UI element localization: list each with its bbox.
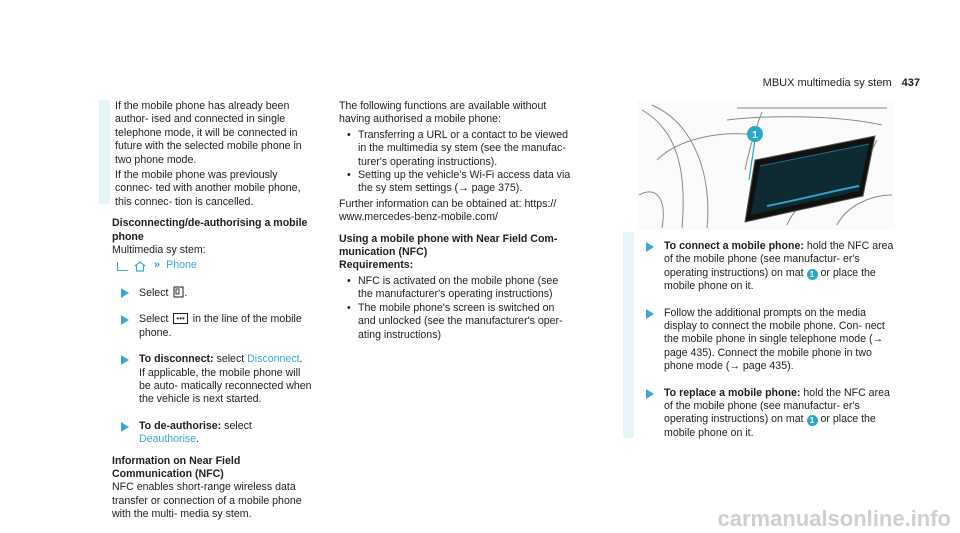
- callout-number: 1: [807, 415, 818, 426]
- step-text: Select: [139, 286, 169, 299]
- list-item: • Setting up the vehicle's Wi-Fi access data via the sy stem settings (→ page 375).: [339, 169, 574, 196]
- functions-list: [339, 129, 574, 196]
- step-arrow-icon: [646, 389, 654, 399]
- step-text: Follow the additional prompts on the media display to connect the mobile phone. Con‐ nect the mobile phone in single telephone mode (→ page 435). Connect the mobile phone in two phone mode (→ page 435).: [664, 306, 885, 373]
- section-heading: Using a mobile phone with Near Field Com‐ munication (NFC): [339, 232, 558, 259]
- step-text-end: in the line of the mobile phone.: [139, 313, 302, 339]
- phone-devices-icon: [173, 286, 184, 298]
- step-arrow-icon: [646, 309, 654, 319]
- step-label: To disconnect:: [139, 353, 214, 366]
- step-arrow-icon: [121, 315, 129, 325]
- step-arrow-icon: [121, 422, 129, 432]
- nfc-paragraph: NFC enables short-range wireless data transfer or connection of a mobile phone with the multi‐ media sy stem.: [112, 481, 302, 521]
- page-number: 437: [901, 77, 920, 89]
- column-3: [637, 240, 899, 440]
- step-item: [112, 420, 312, 447]
- step-item: [637, 307, 899, 374]
- highlight-bar: [99, 100, 110, 204]
- requirements-label: Requirements:: [339, 259, 414, 272]
- disconnect-link[interactable]: Disconnect: [247, 353, 300, 366]
- step-text: hold the NFC area of the mobile phone (see manufactur‐ er's operating instructions) on mat: [664, 386, 890, 426]
- home-icon: [134, 261, 146, 272]
- step-arrow-icon: [121, 355, 129, 365]
- highlight-bar: [623, 232, 634, 438]
- list-item: • The mobile phone's screen is switched on and unlocked (see the manufacturer's oper‐ ating instructions): [339, 302, 574, 342]
- path-arrow-icon: [117, 262, 128, 271]
- more-options-icon: •••: [173, 313, 187, 324]
- step-note: If applicable, the mobile phone will be auto‐ matically reconnected when the vehicle is next started.: [139, 366, 312, 406]
- nfc-mat-illustration: [637, 100, 895, 230]
- step-text-end: .: [184, 286, 188, 299]
- header-title: MBUX multimedia sy stem: [762, 77, 892, 89]
- step-text-end: or place the mobile phone on it.: [664, 266, 876, 293]
- menu-path: [112, 259, 312, 272]
- intro-paragraph-2: If the mobile phone was previously connec‐ ted with another mobile phone, this connec‐ tion is cancelled.: [115, 169, 301, 208]
- chevron-right-icon: »: [154, 259, 161, 272]
- step-item: [112, 353, 312, 407]
- page-header: [763, 77, 920, 90]
- step-text-end: .: [299, 353, 303, 366]
- requirements-list: [339, 275, 574, 342]
- step-label: To connect a mobile phone:: [664, 240, 804, 252]
- step-text: select: [216, 353, 245, 366]
- nav-phone[interactable]: Phone: [166, 259, 197, 272]
- step-text-end: or place the mobile phone on it.: [664, 413, 876, 439]
- step-arrow-icon: [121, 288, 129, 298]
- watermark: carmanualsonline.info: [717, 505, 951, 531]
- column-1: [112, 100, 312, 522]
- further-info: Further information can be obtained at: https:// www.mercedes-benz-mobile.com/: [339, 197, 557, 224]
- section-heading: Disconnecting/de-authorising a mobile phone: [112, 217, 308, 243]
- step-label: To de-authorise:: [139, 419, 222, 432]
- step-item: [637, 387, 899, 441]
- step-label: To replace a mobile phone:: [664, 386, 801, 399]
- intro-paragraph: If the mobile phone has already been author‐ ised and connected in single telephone mode, it will be connected in future with the selected mobile phone in two phone mode.: [115, 100, 302, 166]
- list-item: • Transferring a URL or a contact to be viewed in the multimedia sy stem (see the manufac‐ turer's operating instructions).: [339, 129, 574, 169]
- step-text: hold the NFC area of the mobile phone (see manufactur‐ er's operating instructions) on mat: [664, 240, 894, 279]
- section-heading: Information on Near Field Communication (NFC): [112, 454, 241, 480]
- step-text-end: .: [196, 433, 200, 446]
- step-item: [112, 286, 312, 300]
- step-text: Select: [139, 313, 169, 326]
- step-item: [112, 313, 312, 340]
- callout-number: 1: [752, 130, 758, 141]
- menu-label: Multimedia sy stem:: [112, 244, 206, 257]
- deauthorise-link[interactable]: Deauthorise: [139, 433, 197, 446]
- step-text: select: [224, 419, 252, 432]
- list-item: • NFC is activated on the mobile phone (see the manufacturer's operating instructions): [339, 275, 574, 302]
- step-item: [637, 240, 899, 294]
- car-console-drawing: [637, 100, 895, 230]
- callout-number: 1: [807, 269, 818, 280]
- step-arrow-icon: [646, 242, 654, 252]
- column-2: [339, 100, 574, 342]
- functions-intro: The following functions are available without having authorised a mobile phone:: [339, 100, 547, 126]
